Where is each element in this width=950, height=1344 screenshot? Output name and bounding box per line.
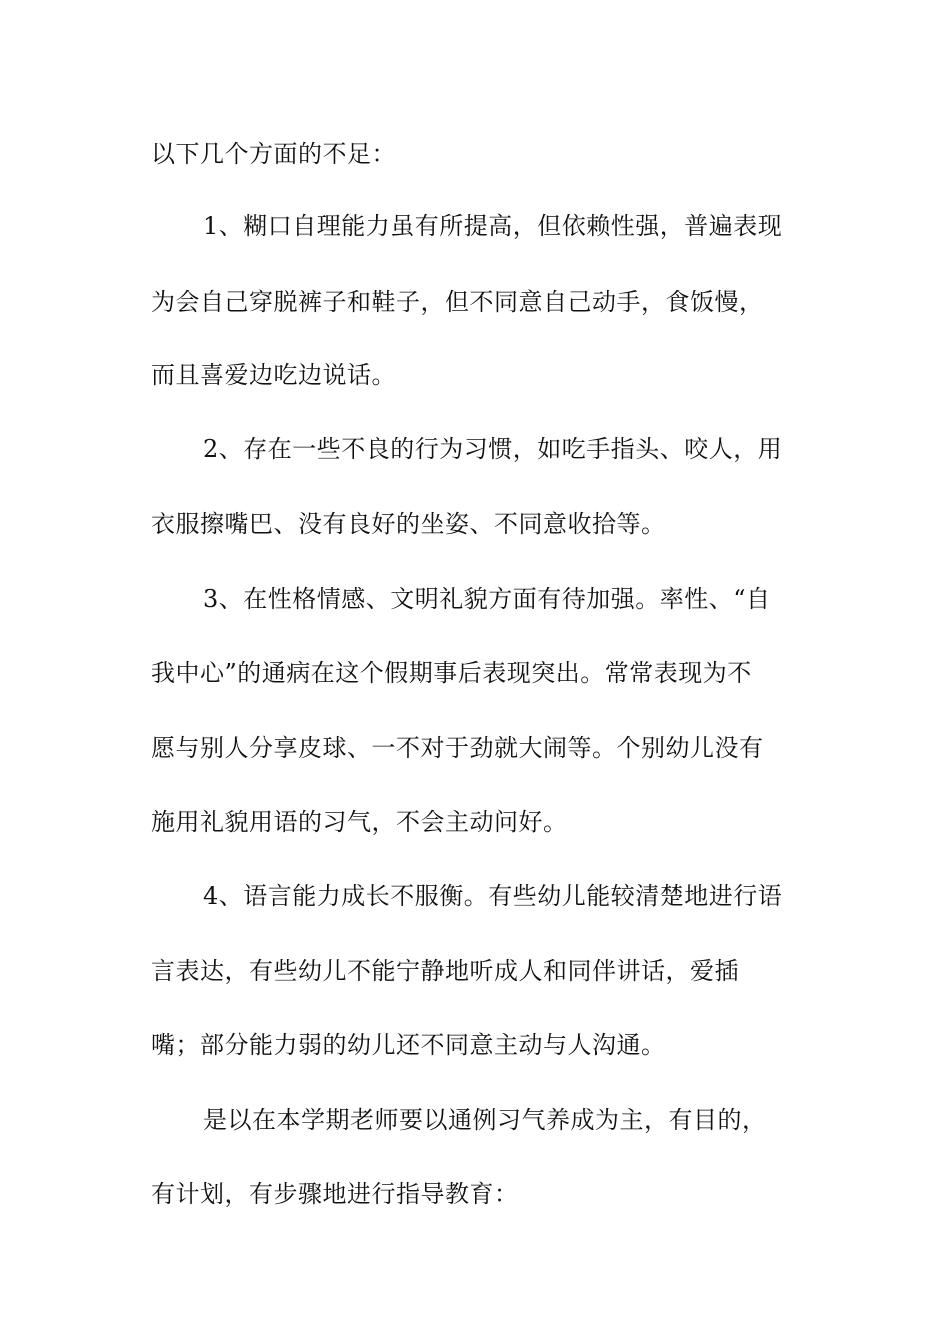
text-line-4: 而且喜爱边吃边说话。: [151, 361, 396, 389]
text-line-2: 1、糊口自理能力虽有所提高，但依赖性强，普遍表现: [203, 212, 783, 240]
text-line-5: 2、存在一些不良的行为习惯，如吃手指头、咬人，用: [203, 435, 783, 463]
text-line-1: 以下几个方面的不足：: [151, 140, 396, 168]
text-line-10: 施用礼貌用语的习气，不会主动问好。: [151, 808, 568, 836]
text-line-13: 嘴；部分能力弱的幼儿还不同意主动与人沟通。: [151, 1031, 666, 1059]
text-line-14: 是以在本学期老师要以通例习气养成为主，有目的，: [203, 1106, 767, 1134]
text-line-8: 我中心”的通病在这个假期事后表现突出。常常表现为不: [151, 659, 752, 687]
text-line-15: 有计划，有步骤地进行指导教育：: [151, 1180, 519, 1208]
text-line-11: 4、语言能力成长不服衡。有些幼儿能较清楚地进行语: [203, 882, 783, 910]
text-line-6: 衣服擦嘴巴、没有良好的坐姿、不同意收拾等。: [151, 510, 666, 538]
text-line-12: 言表达，有些幼儿不能宁静地听成人和同伴讲话，爱插: [151, 957, 739, 985]
text-line-3: 为会自己穿脱裤子和鞋子，但不同意自己动手，食饭慢，: [151, 288, 764, 316]
text-line-9: 愿与别人分享皮球、一不对于劲就大闹等。个别幼儿没有: [151, 734, 764, 762]
text-line-7: 3、在性格情感、文明礼貌方面有待加强。率性、“自: [203, 585, 771, 613]
